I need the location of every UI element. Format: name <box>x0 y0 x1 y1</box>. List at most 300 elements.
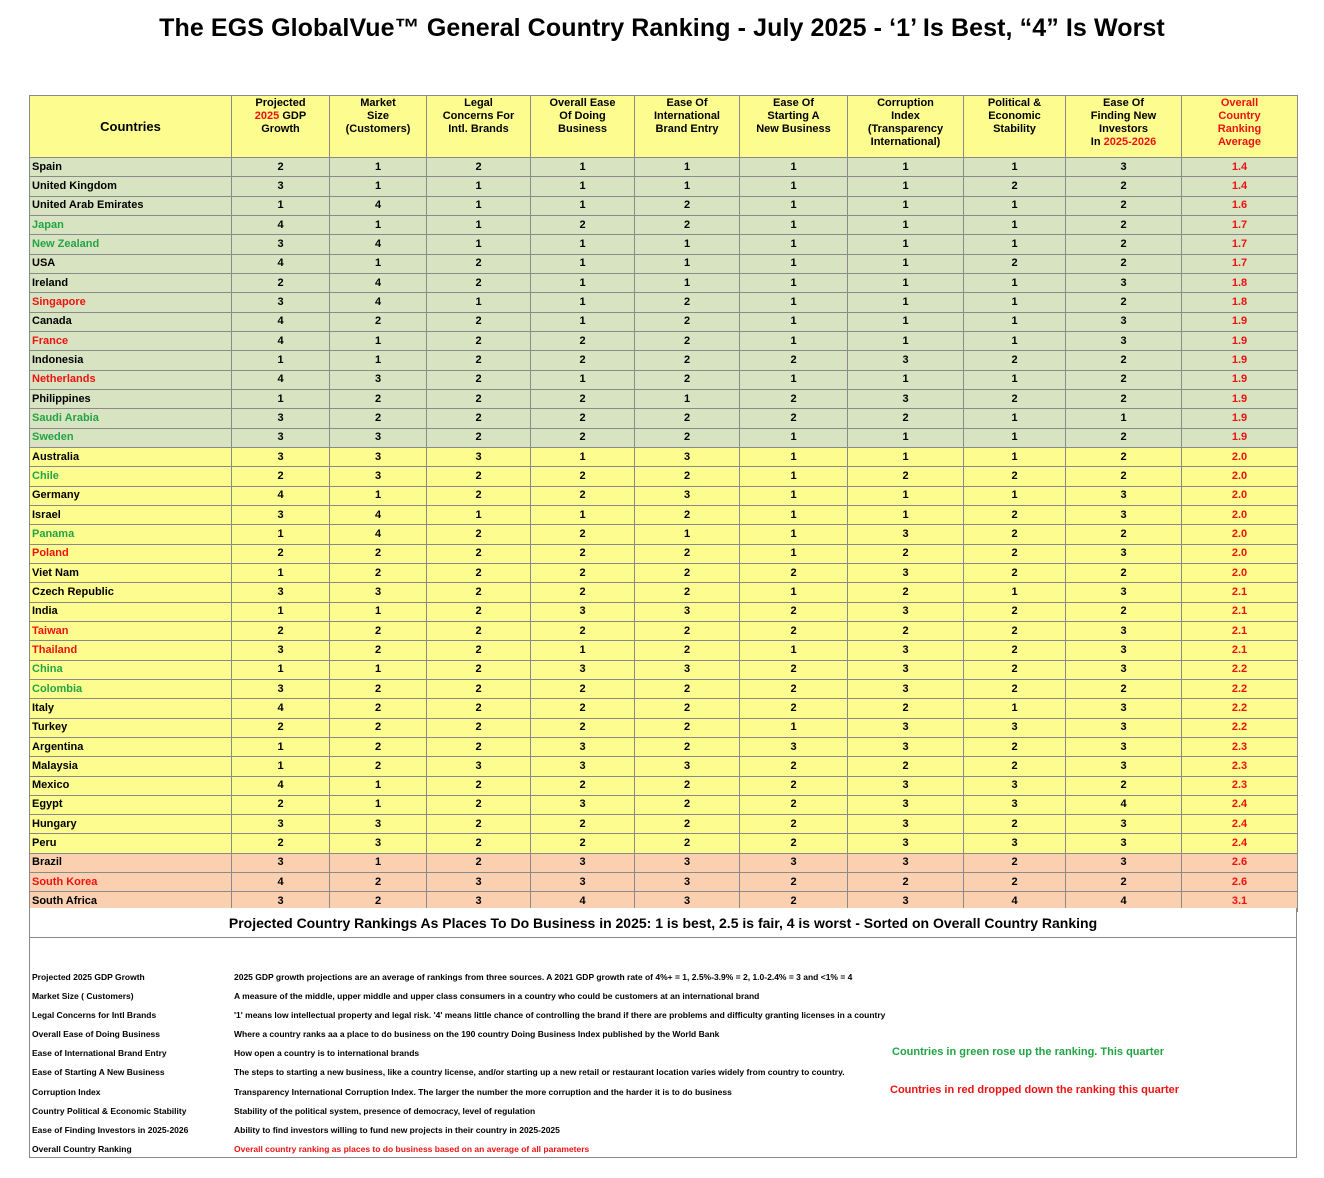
country-name: Argentina <box>30 737 232 756</box>
score-cell: 2 <box>531 563 635 582</box>
definition-description: Stability of the political system, presence of democracy, level of regulation <box>234 1106 536 1116</box>
score-cell: 3 <box>427 447 531 466</box>
score-cell: 2 <box>1066 776 1182 795</box>
score-cell: 4 <box>330 525 427 544</box>
score-cell: 3 <box>330 583 427 602</box>
country-name: USA <box>30 254 232 273</box>
score-cell: 3 <box>635 486 740 505</box>
score-cell: 4 <box>232 331 330 350</box>
score-cell: 3 <box>1066 544 1182 563</box>
score-cell: 2 <box>531 718 635 737</box>
score-cell: 2 <box>740 834 848 853</box>
overall-average-cell: 2.0 <box>1182 563 1298 582</box>
score-cell: 2 <box>635 834 740 853</box>
score-cell: 2 <box>964 815 1066 834</box>
score-cell: 1 <box>740 370 848 389</box>
score-cell: 1 <box>964 273 1066 292</box>
score-cell: 1 <box>232 563 330 582</box>
table-row <box>30 776 1298 795</box>
score-cell: 3 <box>848 389 964 408</box>
score-cell: 1 <box>848 196 964 215</box>
score-cell: 3 <box>427 873 531 892</box>
score-cell: 1 <box>232 737 330 756</box>
score-cell: 2 <box>848 873 964 892</box>
score-cell: 3 <box>1066 312 1182 331</box>
score-cell: 2 <box>427 815 531 834</box>
overall-average-cell: 3.1 <box>1182 892 1298 911</box>
score-cell: 1 <box>848 447 964 466</box>
header-gdp-year: 2025 <box>254 110 280 122</box>
overall-average-cell: 2.0 <box>1182 525 1298 544</box>
overall-average-cell: 2.0 <box>1182 467 1298 486</box>
score-cell: 2 <box>964 602 1066 621</box>
score-cell: 3 <box>635 873 740 892</box>
score-cell: 2 <box>964 737 1066 756</box>
score-cell: 1 <box>330 795 427 814</box>
definition-description: Where a country ranks aa a place to do business on the 190 country Doing Business Index published by the World Bank <box>234 1029 720 1039</box>
score-cell: 1 <box>740 583 848 602</box>
score-cell: 2 <box>740 815 848 834</box>
score-cell: 2 <box>635 351 740 370</box>
score-cell: 1 <box>330 351 427 370</box>
score-cell: 4 <box>1066 795 1182 814</box>
score-cell: 2 <box>635 583 740 602</box>
score-cell: 2 <box>531 215 635 234</box>
score-cell: 1 <box>330 853 427 872</box>
score-cell: 2 <box>635 795 740 814</box>
table-row <box>30 602 1298 621</box>
score-cell: 1 <box>848 293 964 312</box>
header-gdp-line3: Growth <box>261 123 300 135</box>
score-cell: 1 <box>964 312 1066 331</box>
country-name: Germany <box>30 486 232 505</box>
score-cell: 2 <box>1066 254 1182 273</box>
score-cell: 3 <box>232 177 330 196</box>
score-cell: 3 <box>848 776 964 795</box>
score-cell: 2 <box>427 776 531 795</box>
table-caption: Projected Country Rankings As Places To Do Business in 2025: 1 is best, 2.5 is fair, 4 is worst - Sorted on Overall Country Ranking <box>228 915 1098 931</box>
score-cell: 3 <box>232 679 330 698</box>
score-cell: 1 <box>848 177 964 196</box>
header-market-size: Market Size (Customers) <box>330 96 427 158</box>
score-cell: 2 <box>1066 196 1182 215</box>
score-cell: 1 <box>427 196 531 215</box>
score-cell: 2 <box>232 158 330 177</box>
score-cell: 2 <box>1066 389 1182 408</box>
score-cell: 1 <box>740 196 848 215</box>
overall-average-cell: 2.3 <box>1182 757 1298 776</box>
score-cell: 1 <box>531 158 635 177</box>
country-name: Israel <box>30 505 232 524</box>
score-cell: 1 <box>531 312 635 331</box>
score-cell: 1 <box>330 177 427 196</box>
score-cell: 3 <box>635 447 740 466</box>
header-brand-entry: Ease Of International Brand Entry <box>635 96 740 158</box>
score-cell: 2 <box>964 351 1066 370</box>
score-cell: 1 <box>531 641 635 660</box>
score-cell: 3 <box>1066 757 1182 776</box>
score-cell: 3 <box>1066 660 1182 679</box>
overall-average-cell: 2.2 <box>1182 718 1298 737</box>
score-cell: 2 <box>427 389 531 408</box>
score-cell: 2 <box>1066 428 1182 447</box>
score-cell: 2 <box>740 892 848 911</box>
score-cell: 2 <box>848 467 964 486</box>
score-cell: 2 <box>427 254 531 273</box>
country-name: Philippines <box>30 389 232 408</box>
table-row <box>30 525 1298 544</box>
table-row <box>30 486 1298 505</box>
score-cell: 1 <box>964 196 1066 215</box>
score-cell: 1 <box>427 293 531 312</box>
score-cell: 2 <box>964 853 1066 872</box>
score-cell: 1 <box>964 370 1066 389</box>
header-countries: Countries <box>30 96 232 158</box>
score-cell: 2 <box>232 621 330 640</box>
score-cell: 2 <box>848 699 964 718</box>
score-cell: 3 <box>1066 273 1182 292</box>
score-cell: 2 <box>964 467 1066 486</box>
score-cell: 2 <box>1066 351 1182 370</box>
score-cell: 2 <box>427 158 531 177</box>
table-row <box>30 699 1298 718</box>
score-cell: 2 <box>740 621 848 640</box>
score-cell: 2 <box>232 273 330 292</box>
score-cell: 3 <box>427 757 531 776</box>
score-cell: 2 <box>635 505 740 524</box>
score-cell: 1 <box>232 351 330 370</box>
score-cell: 2 <box>635 467 740 486</box>
country-name: Poland <box>30 544 232 563</box>
score-cell: 2 <box>740 873 848 892</box>
score-cell: 3 <box>1066 853 1182 872</box>
table-row <box>30 447 1298 466</box>
score-cell: 2 <box>427 312 531 331</box>
score-cell: 2 <box>635 428 740 447</box>
definition-description: The steps to starting a new business, like a country license, and/or starting up a new retail or restaurant location varies widely from country to country. <box>234 1067 845 1077</box>
table-row <box>30 389 1298 408</box>
score-cell: 2 <box>531 834 635 853</box>
score-cell: 4 <box>1066 892 1182 911</box>
score-cell: 3 <box>330 370 427 389</box>
score-cell: 2 <box>635 815 740 834</box>
definition-description: Overall country ranking as places to do business based on an average of all parameters <box>234 1144 590 1154</box>
score-cell: 1 <box>964 409 1066 428</box>
score-cell: 3 <box>848 834 964 853</box>
score-cell: 3 <box>964 795 1066 814</box>
score-cell: 4 <box>232 776 330 795</box>
score-cell: 1 <box>531 370 635 389</box>
score-cell: 1 <box>740 505 848 524</box>
score-cell: 1 <box>330 776 427 795</box>
score-cell: 1 <box>635 273 740 292</box>
notes-section <box>29 908 1297 1158</box>
score-cell: 1 <box>964 699 1066 718</box>
score-cell: 1 <box>635 158 740 177</box>
overall-average-cell: 2.4 <box>1182 795 1298 814</box>
country-name: France <box>30 331 232 350</box>
page-title: The EGS GlobalVue™ General Country Ranking - July 2025 - ‘1’ Is Best, “4” Is Worst <box>159 14 1165 42</box>
score-cell: 4 <box>531 892 635 911</box>
score-cell: 2 <box>964 563 1066 582</box>
score-cell: 1 <box>964 293 1066 312</box>
score-cell: 3 <box>531 873 635 892</box>
score-cell: 1 <box>964 486 1066 505</box>
score-cell: 1 <box>330 486 427 505</box>
score-cell: 1 <box>427 505 531 524</box>
overall-average-cell: 2.3 <box>1182 737 1298 756</box>
country-name: Colombia <box>30 679 232 698</box>
score-cell: 1 <box>740 525 848 544</box>
table-row <box>30 370 1298 389</box>
score-cell: 3 <box>330 428 427 447</box>
score-cell: 3 <box>740 737 848 756</box>
score-cell: 3 <box>232 505 330 524</box>
score-cell: 3 <box>848 679 964 698</box>
score-cell: 1 <box>531 177 635 196</box>
score-cell: 1 <box>740 158 848 177</box>
score-cell: 2 <box>740 563 848 582</box>
table-row <box>30 660 1298 679</box>
score-cell: 2 <box>531 679 635 698</box>
score-cell: 2 <box>848 621 964 640</box>
table-header-row <box>30 96 1298 158</box>
score-cell: 3 <box>531 853 635 872</box>
score-cell: 1 <box>531 273 635 292</box>
score-cell: 2 <box>740 351 848 370</box>
score-cell: 3 <box>1066 815 1182 834</box>
table-row <box>30 254 1298 273</box>
definition-description: 2025 GDP growth projections are an average of rankings from three sources. A 2021 GDP growth rate of 4%+ = 1, 2.5%-3.9% = 2, 1.0-2.4% = 3 and <1% = 4 <box>234 972 853 982</box>
score-cell: 1 <box>531 505 635 524</box>
table-row <box>30 795 1298 814</box>
score-cell: 2 <box>330 757 427 776</box>
country-name: Egypt <box>30 795 232 814</box>
table-row <box>30 312 1298 331</box>
score-cell: 4 <box>232 699 330 718</box>
overall-average-cell: 1.9 <box>1182 312 1298 331</box>
country-name: Hungary <box>30 815 232 834</box>
definition-term: Overall Ease of Doing Business <box>32 1029 161 1039</box>
score-cell: 2 <box>330 409 427 428</box>
country-name: Canada <box>30 312 232 331</box>
score-cell: 2 <box>740 660 848 679</box>
score-cell: 2 <box>330 873 427 892</box>
country-name: Malaysia <box>30 757 232 776</box>
country-name: Sweden <box>30 428 232 447</box>
score-cell: 2 <box>427 853 531 872</box>
score-cell: 2 <box>330 563 427 582</box>
score-cell: 2 <box>635 370 740 389</box>
score-cell: 2 <box>1066 235 1182 254</box>
score-cell: 2 <box>1066 177 1182 196</box>
score-cell: 4 <box>964 892 1066 911</box>
score-cell: 1 <box>740 215 848 234</box>
score-cell: 3 <box>848 602 964 621</box>
score-cell: 2 <box>964 757 1066 776</box>
score-cell: 1 <box>740 718 848 737</box>
country-name: Ireland <box>30 273 232 292</box>
score-cell: 3 <box>1066 834 1182 853</box>
country-name: Panama <box>30 525 232 544</box>
overall-average-cell: 2.6 <box>1182 873 1298 892</box>
score-cell: 2 <box>427 563 531 582</box>
score-cell: 1 <box>330 158 427 177</box>
score-cell: 1 <box>531 447 635 466</box>
score-cell: 3 <box>848 641 964 660</box>
score-cell: 2 <box>330 737 427 756</box>
country-name: New Zealand <box>30 235 232 254</box>
score-cell: 2 <box>427 273 531 292</box>
score-cell: 3 <box>232 235 330 254</box>
ranking-table <box>29 95 1298 912</box>
score-cell: 3 <box>1066 699 1182 718</box>
score-cell: 4 <box>330 273 427 292</box>
score-cell: 2 <box>635 776 740 795</box>
overall-average-cell: 2.4 <box>1182 815 1298 834</box>
score-cell: 2 <box>964 525 1066 544</box>
table-row <box>30 621 1298 640</box>
score-cell: 2 <box>427 834 531 853</box>
score-cell: 3 <box>1066 158 1182 177</box>
notes-divider <box>30 937 1296 938</box>
table-row <box>30 757 1298 776</box>
overall-average-cell: 2.3 <box>1182 776 1298 795</box>
score-cell: 2 <box>964 505 1066 524</box>
table-row <box>30 815 1298 834</box>
score-cell: 3 <box>232 815 330 834</box>
table-row <box>30 834 1298 853</box>
score-cell: 2 <box>740 409 848 428</box>
definition-term: Ease of Finding Investors in 2025-2026 <box>32 1125 189 1135</box>
definition-term: Overall Country Ranking <box>32 1144 132 1154</box>
definition-term: Ease of Starting A New Business <box>32 1067 165 1077</box>
score-cell: 1 <box>232 602 330 621</box>
score-cell: 4 <box>330 235 427 254</box>
score-cell: 1 <box>848 235 964 254</box>
table-row <box>30 563 1298 582</box>
score-cell: 2 <box>635 196 740 215</box>
score-cell: 2 <box>635 215 740 234</box>
table-row <box>30 718 1298 737</box>
overall-average-cell: 2.2 <box>1182 660 1298 679</box>
score-cell: 3 <box>740 853 848 872</box>
definition-description: '1' means low intellectual property and legal risk. '4' means little chance of controlling the brand if there are problems and difficulty granting licenses in a country <box>234 1010 886 1020</box>
score-cell: 2 <box>740 679 848 698</box>
country-name: Saudi Arabia <box>30 409 232 428</box>
table-row <box>30 215 1298 234</box>
score-cell: 1 <box>740 235 848 254</box>
header-investors-line: Ease Of Finding New Investors <box>1090 97 1157 135</box>
score-cell: 2 <box>1066 563 1182 582</box>
score-cell: 1 <box>848 158 964 177</box>
overall-average-cell: 1.4 <box>1182 158 1298 177</box>
overall-average-cell: 1.8 <box>1182 293 1298 312</box>
overall-average-cell: 2.2 <box>1182 699 1298 718</box>
score-cell: 2 <box>964 389 1066 408</box>
score-cell: 2 <box>427 660 531 679</box>
score-cell: 2 <box>635 621 740 640</box>
score-cell: 3 <box>531 795 635 814</box>
score-cell: 1 <box>740 312 848 331</box>
definition-term: Projected 2025 GDP Growth <box>32 972 145 982</box>
overall-average-cell: 2.0 <box>1182 486 1298 505</box>
score-cell: 3 <box>531 660 635 679</box>
score-cell: 2 <box>427 795 531 814</box>
score-cell: 1 <box>964 215 1066 234</box>
score-cell: 2 <box>635 331 740 350</box>
score-cell: 2 <box>531 621 635 640</box>
score-cell: 3 <box>232 853 330 872</box>
score-cell: 3 <box>1066 641 1182 660</box>
score-cell: 2 <box>330 718 427 737</box>
score-cell: 1 <box>964 158 1066 177</box>
score-cell: 2 <box>531 699 635 718</box>
country-name: South Africa <box>30 892 232 911</box>
score-cell: 3 <box>1066 737 1182 756</box>
score-cell: 1 <box>964 235 1066 254</box>
score-cell: 2 <box>635 718 740 737</box>
overall-average-cell: 2.0 <box>1182 447 1298 466</box>
score-cell: 1 <box>330 602 427 621</box>
score-cell: 3 <box>531 757 635 776</box>
score-cell: 3 <box>848 795 964 814</box>
score-cell: 1 <box>848 486 964 505</box>
score-cell: 2 <box>531 467 635 486</box>
score-cell: 2 <box>635 544 740 563</box>
header-gdp-growth <box>232 96 330 158</box>
score-cell: 1 <box>740 467 848 486</box>
score-cell: 2 <box>427 370 531 389</box>
overall-average-cell: 1.9 <box>1182 351 1298 370</box>
score-cell: 2 <box>531 409 635 428</box>
country-name: Peru <box>30 834 232 853</box>
score-cell: 1 <box>232 757 330 776</box>
score-cell: 2 <box>740 757 848 776</box>
country-name: United Kingdom <box>30 177 232 196</box>
score-cell: 2 <box>427 737 531 756</box>
score-cell: 2 <box>531 525 635 544</box>
score-cell: 3 <box>635 853 740 872</box>
score-cell: 1 <box>635 177 740 196</box>
table-row <box>30 544 1298 563</box>
score-cell: 2 <box>427 679 531 698</box>
score-cell: 2 <box>232 795 330 814</box>
score-cell: 2 <box>848 757 964 776</box>
table-row <box>30 293 1298 312</box>
table-row <box>30 505 1298 524</box>
table-row <box>30 583 1298 602</box>
score-cell: 2 <box>531 428 635 447</box>
score-cell: 1 <box>848 428 964 447</box>
score-cell: 2 <box>531 331 635 350</box>
score-cell: 2 <box>635 737 740 756</box>
score-cell: 2 <box>427 467 531 486</box>
score-cell: 4 <box>330 293 427 312</box>
score-cell: 2 <box>427 583 531 602</box>
score-cell: 2 <box>635 409 740 428</box>
score-cell: 3 <box>330 447 427 466</box>
score-cell: 4 <box>232 873 330 892</box>
score-cell: 1 <box>740 641 848 660</box>
country-name: Brazil <box>30 853 232 872</box>
country-name: Czech Republic <box>30 583 232 602</box>
score-cell: 1 <box>848 312 964 331</box>
score-cell: 2 <box>330 679 427 698</box>
score-cell: 2 <box>330 621 427 640</box>
table-row <box>30 177 1298 196</box>
score-cell: 3 <box>848 853 964 872</box>
